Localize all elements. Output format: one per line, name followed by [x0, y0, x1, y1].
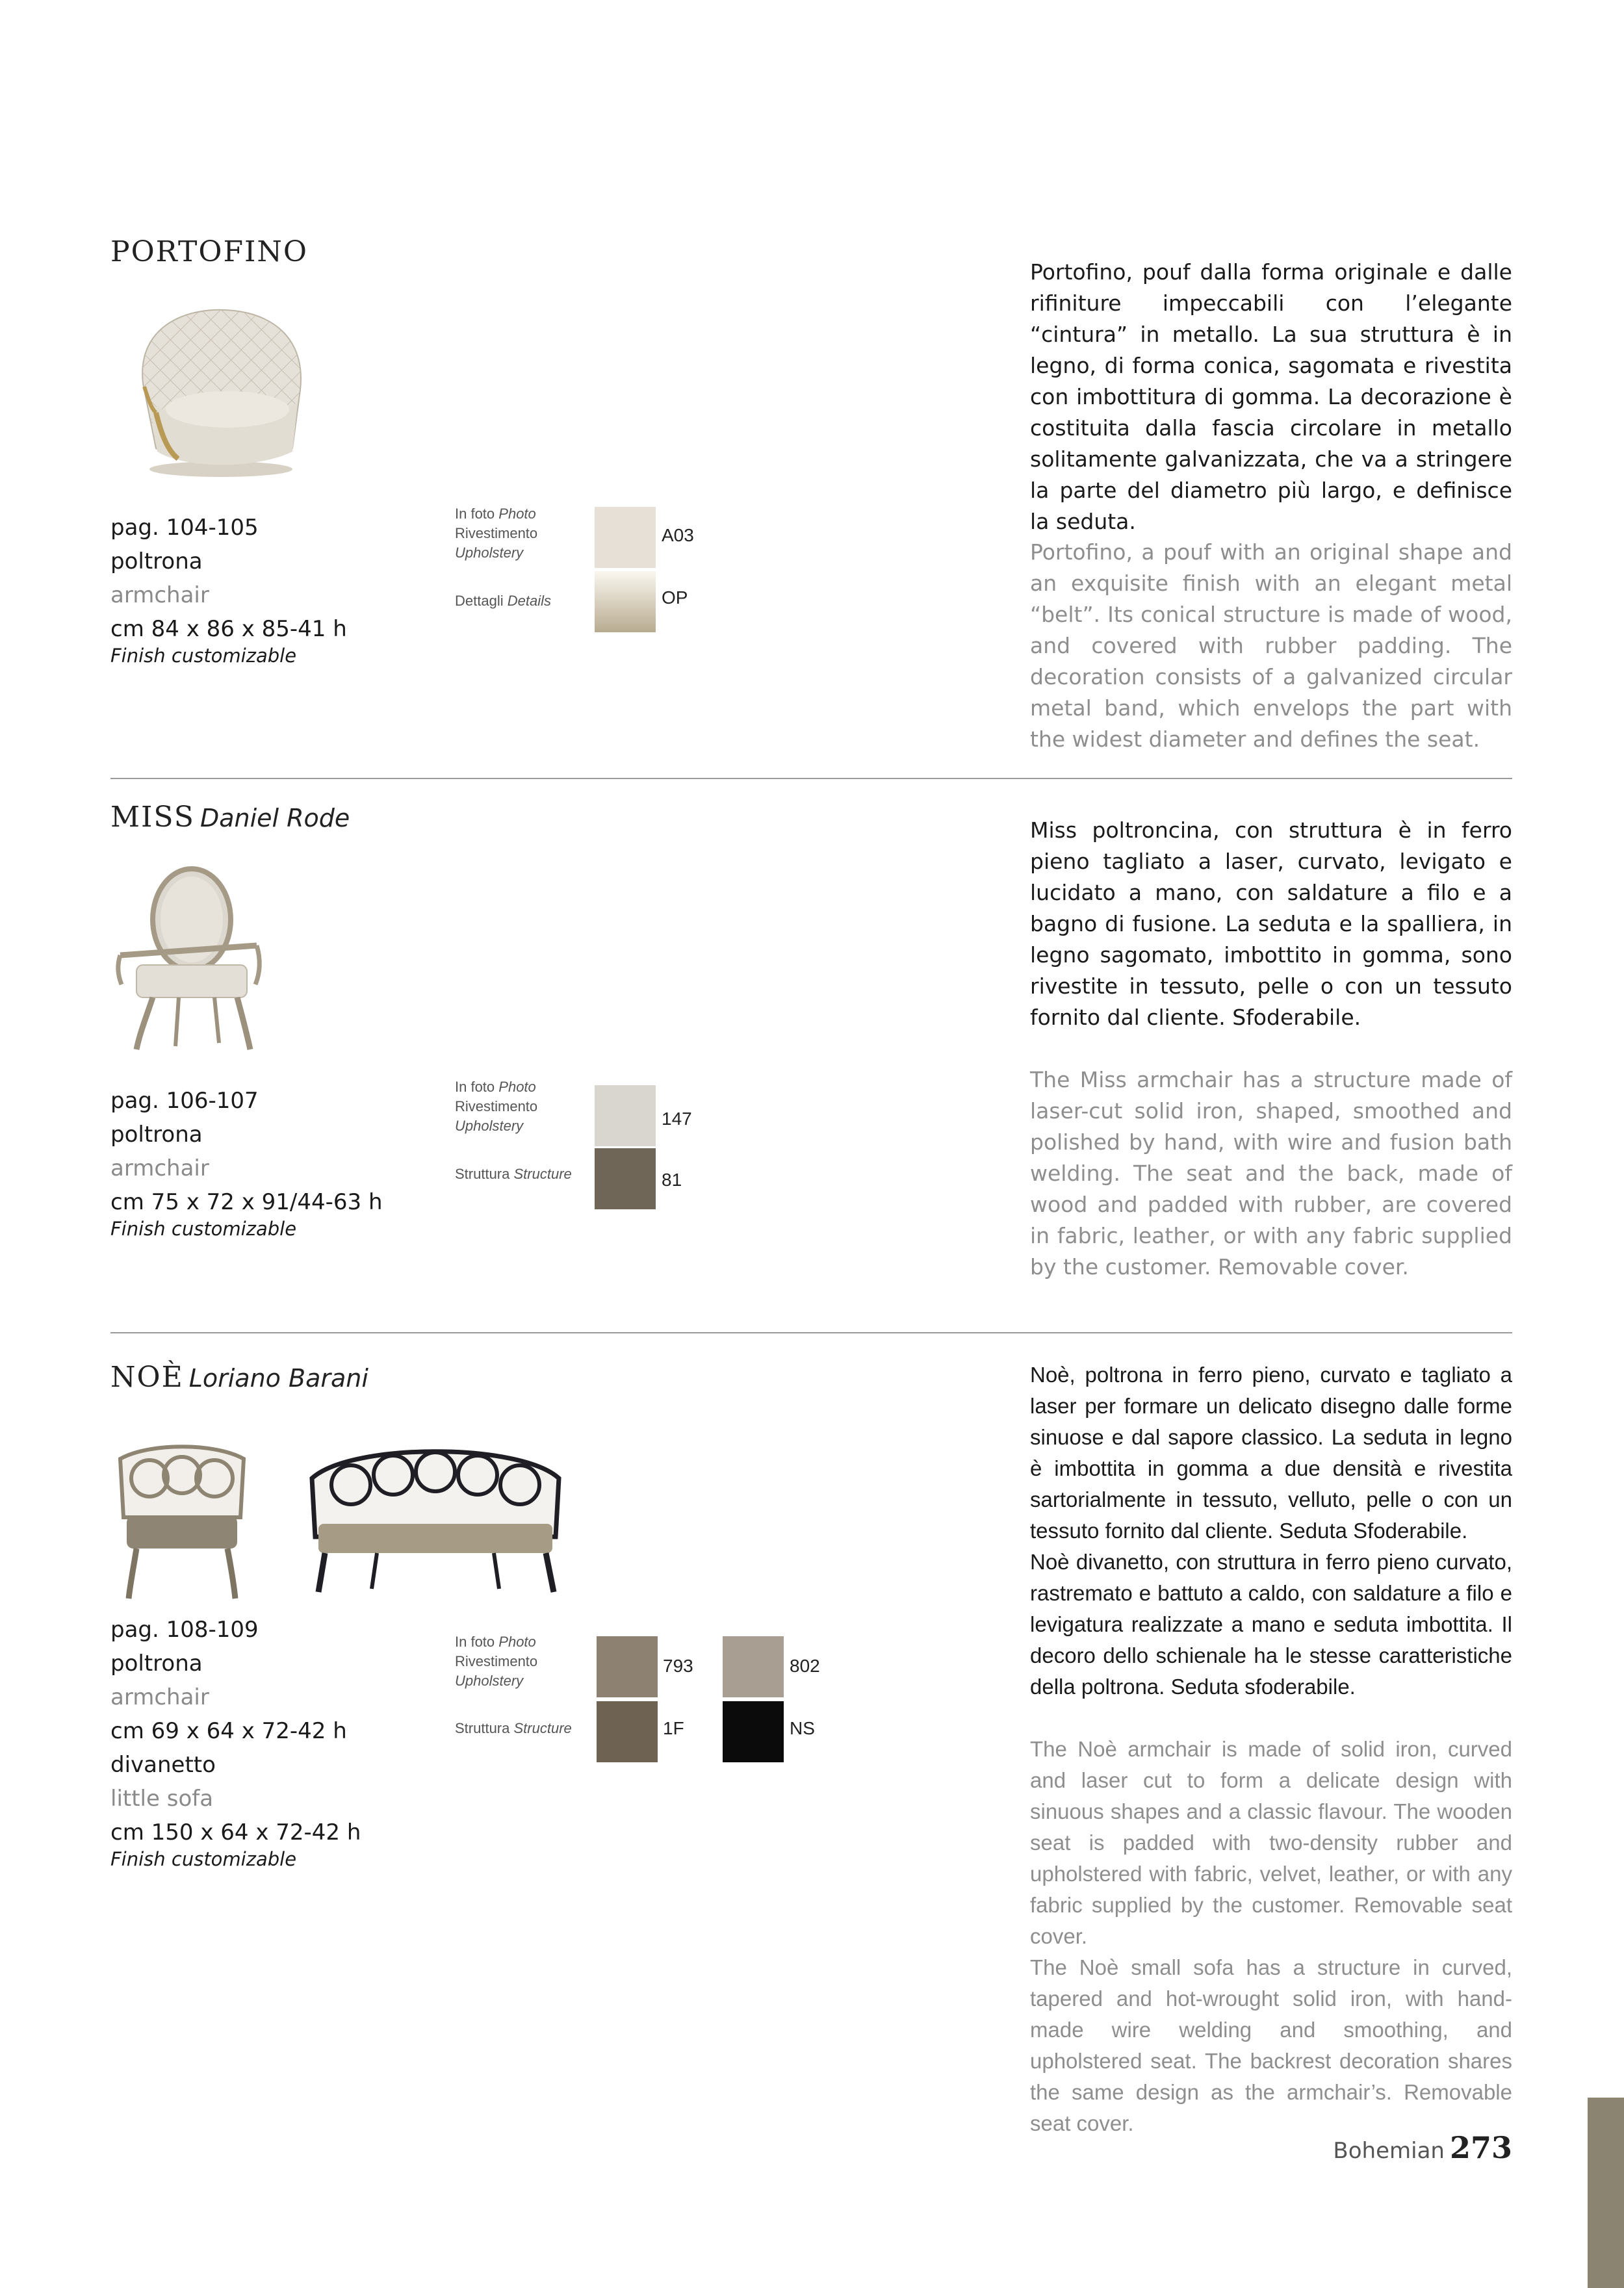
product-title-miss [110, 801, 350, 834]
type-english: armchair [110, 1155, 209, 1181]
page-reference: pag. 104-105 [110, 515, 259, 541]
label-photo-it: In foto [455, 506, 495, 522]
label-second-it: Struttura [455, 1720, 510, 1736]
type-italian: poltrona [110, 1651, 203, 1677]
type-italian-2: divanetto [110, 1752, 216, 1778]
product-name: PORTOFINO [110, 235, 308, 268]
description-italian: Portofino, pouf dalla forma originale e dalle rifiniture impeccabili con l’elegante “cintura” in metallo. La sua struttura è in legno, di forma conica, sagomata e rivestita con imbottitura di gomma. La decorazione è costituita dalla fascia circolare in metallo solitamente galvanizzata, che va a stringere la parte del diametro più largo, e definisce la seduta. [1030, 259, 1512, 534]
swatch-upholstery-2 [723, 1636, 784, 1697]
dimensions: cm 75 x 72 x 91/44-63 h [110, 1189, 383, 1215]
description-english-sofa: The Noè small sofa has a structure in curved, tapered and hot-wrought solid iron, with hand-made wire welding and smoothing, and upholstered seat. The backrest decoration shares the same design as the armchair’s. Removable seat cover. [1030, 1955, 1512, 2135]
swatch-structure-2 [723, 1701, 784, 1762]
swatch-details [595, 571, 656, 632]
type-english-2: little sofa [110, 1786, 214, 1812]
product-info-portofino [110, 511, 347, 665]
label-photo-it: In foto [455, 1079, 495, 1095]
noe-armchair-image [110, 1439, 253, 1602]
swatch-structure-1 [597, 1701, 658, 1762]
finish-label-details [455, 591, 551, 611]
dimensions-2: cm 150 x 64 x 72-42 h [110, 1819, 361, 1845]
finish-labels-noe [455, 1632, 537, 1691]
swatch-code: 81 [662, 1170, 682, 1190]
designer-name: Loriano Barani [188, 1364, 368, 1393]
finish-labels-miss [455, 1077, 537, 1136]
type-english: armchair [110, 582, 209, 608]
swatch-code: 1F [663, 1718, 684, 1738]
swatch-upholstery-1 [597, 1636, 658, 1697]
label-second-en: Details [507, 593, 551, 609]
description-english: The Miss armchair has a structure made of laser-cut solid iron, shaped, smoothed and polished by hand, with wire and fusion bath welding. The seat and the back, made of wood and padded with rubber, are covered in fabric, leather, or with any fabric supplied by the customer. Removable cover. [1030, 1067, 1512, 1279]
label-second-en: Structure [513, 1720, 572, 1736]
description-italian-sofa: Noè divanetto, con struttura in ferro pieno curvato, rastremato e battuto a caldo, con saldature a filo e levigatura realizzate a mano e seduta imbottita. Il decoro dello schienale ha le stesse caratteristiche della poltrona. Seduta sfoderabile. [1030, 1550, 1512, 1699]
chapter-tab [1588, 2098, 1624, 2288]
description-english [1030, 1734, 1512, 2139]
description-italian: Miss poltroncina, con struttura è in ferro pieno tagliato a laser, curvato, levigato e lucidato a mano, con saldature a filo e a bagno di fusione. La seduta e la spalliera, in legno sagomato, imbottito in gomma, sono rivestite in tessuto, pelle o con un tessuto fornito dal cliente. Sfoderabile. [1030, 817, 1512, 1030]
page-number: 273 [1449, 2130, 1512, 2165]
label-photo-en: Photo [498, 1079, 536, 1095]
miss-armchair-image [107, 861, 276, 1056]
finish-labels-portofino [455, 504, 537, 563]
product-info-noe [110, 1613, 361, 1869]
swatch-code: A03 [662, 525, 694, 545]
noe-little-sofa-image [299, 1439, 572, 1595]
page-footer [1333, 2130, 1512, 2165]
label-second-it: Dettagli [455, 593, 504, 609]
product-title-noe [110, 1361, 368, 1394]
description-italian [1030, 1359, 1512, 1703]
label-photo-en: Photo [498, 506, 536, 522]
collection-name: Bohemian [1333, 2138, 1445, 2164]
label-upholstery-en: Upholstery [455, 545, 524, 561]
section-divider [110, 778, 1512, 779]
swatch-code: 802 [790, 1656, 820, 1676]
description-english: Portofino, a pouf with an original shape and an exquisite finish with an elegant metal “belt”. Its conical structure is made of wood, and covered with rubber padding. The decoration consists of a galvanized circular metal band, which envelops the part with the widest diameter and defines the seat. [1030, 539, 1512, 752]
label-second-it: Struttura [455, 1166, 510, 1182]
swatch-code: 147 [662, 1109, 692, 1129]
type-italian: poltrona [110, 548, 203, 574]
label-photo-en: Photo [498, 1634, 536, 1650]
swatch-upholstery [595, 1085, 656, 1146]
product-name: NOÈ [110, 1361, 184, 1394]
label-upholstery-en: Upholstery [455, 1118, 524, 1134]
swatch-upholstery [595, 507, 656, 568]
type-italian: poltrona [110, 1122, 203, 1148]
label-second-en: Structure [513, 1166, 572, 1182]
swatch-structure [595, 1148, 656, 1209]
swatch-code: 793 [663, 1656, 693, 1676]
description-english-armchair: The Noè armchair is made of solid iron, curved and laser cut to form a delicate design with sinuous shapes and a classic flavour. The wooden seat is padded with two-density rubber and upholstered with fabric, velvet, leather, or with any fabric supplied by the customer. Removable seat cover. [1030, 1737, 1512, 1948]
page-reference: pag. 106-107 [110, 1088, 259, 1114]
label-photo-it: In foto [455, 1634, 495, 1650]
dimensions: cm 69 x 64 x 72-42 h [110, 1718, 347, 1744]
type-english: armchair [110, 1684, 209, 1710]
label-upholstery-it: Rivestimento [455, 1653, 538, 1669]
product-name: MISS [110, 801, 195, 834]
finish-label-structure [455, 1719, 572, 1738]
label-upholstery-it: Rivestimento [455, 1098, 538, 1114]
label-upholstery-it: Rivestimento [455, 525, 538, 541]
product-title-portofino [110, 235, 308, 268]
portofino-armchair-image [130, 299, 312, 481]
designer-name: Daniel Rode [200, 804, 350, 832]
finish-note: Finish customizable [110, 645, 297, 667]
swatch-code: OP [662, 587, 688, 608]
swatch-code: NS [790, 1718, 815, 1738]
finish-note: Finish customizable [110, 1218, 297, 1240]
description-italian-armchair: Noè, poltrona in ferro pieno, curvato e tagliato a laser per formare un delicato disegno dalle forme sinuose e dal sapore classico. La seduta in legno è imbottita in gomma a due densità e rivestita sartorialmente in tessuto, velluto, pelle o con un tessuto fornito dal cliente. Seduta Sfoderabile. [1030, 1363, 1512, 1543]
finish-note: Finish customizable [110, 1848, 297, 1870]
label-upholstery-en: Upholstery [455, 1673, 524, 1689]
page-reference: pag. 108-109 [110, 1617, 259, 1643]
product-info-miss [110, 1084, 383, 1239]
dimensions: cm 84 x 86 x 85-41 h [110, 616, 347, 642]
finish-label-structure [455, 1164, 572, 1184]
section-divider [110, 1332, 1512, 1333]
